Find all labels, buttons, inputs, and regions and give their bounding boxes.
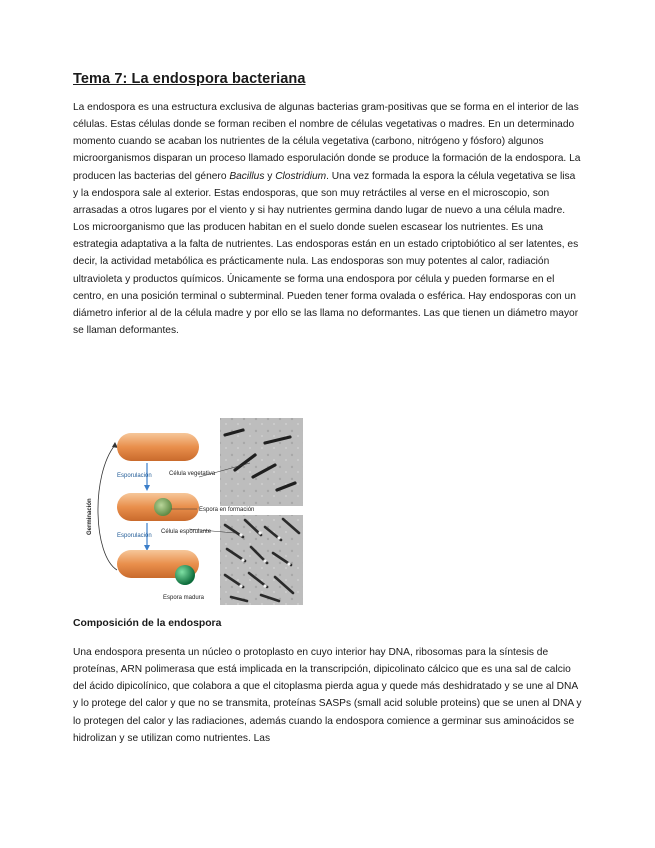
- sporulation-arrowhead-1-icon: [144, 485, 150, 491]
- endospore-diagram: [85, 415, 305, 605]
- genus-name: Clostridium: [275, 170, 327, 182]
- paragraph-text-run: y: [264, 170, 276, 182]
- label-sporulating-cell: Célula esporulante: [161, 529, 212, 535]
- label-forming-spore: Espora en formación: [199, 507, 255, 513]
- section-heading-composition: Composición de la endospora: [73, 618, 222, 629]
- sporulation-label-2: Esporulación: [117, 533, 152, 539]
- composition-paragraph: Una endospora presenta un núcleo o protoplasto en cuyo interior hay DNA, ribosomas para la síntesis de proteínas, ARN polimerasa que está implicada en la transcripción, dipicolinato cálcico que es una sal de calcio del ácido dipicolínico, que colabora a que el citoplasma pierda agua y quede más deshidratado y se une al DNA y lo protege del calor y que no se transmita, proteínas SASPs (small acid soluble proteins) que se unen al DNA y lo protegen del calor y las radiaciones, además cuando la endospora comience a germinar sus aminoácidos se hidrolizan y se utilizan como nutrientes. Las: [73, 647, 582, 744]
- page-title: Tema 7: La endospora bacteriana: [73, 71, 306, 87]
- genus-name: Bacillus: [229, 170, 265, 182]
- micrograph-vegetative: [220, 418, 303, 506]
- mature-spore: [175, 565, 195, 585]
- germination-arrow: [98, 445, 117, 570]
- intro-paragraph: [73, 99, 583, 339]
- sporulation-label-1: Esporulación: [117, 473, 152, 479]
- vegetative-cell: [117, 433, 199, 461]
- label-vegetative-cell: Célula vegetativa: [169, 471, 216, 477]
- endospore-figure: [85, 415, 305, 605]
- forming-spore: [154, 498, 172, 516]
- germination-label: Germinación: [87, 498, 93, 535]
- paragraph-text-run: . Una vez formada la espora la célula vegetativa se lisa y la endospora sale al exterior. Estas endosporas, que son muy retráctiles al verse en el microscopio, son arrasadas a otros lugares por el viento y si hay nutrientes germina dando lugar de nuevo a una célula madre. Los microorganismo que las producen habitan en el suelo donde suelen escasear los nutrientes. Es una estrategia adaptativa a la falta de nutrientes. Las endosporas están en un estado criptobiótico al ser latentes, es decir, la actividad metabólica es prácticamente nula. Las endosporas son muy potentes al calor, radiación ultravioleta y productos químicos. Únicamente se forma una endospora por célula y pueden formarse en el centro, en una posición terminal o subterminal. Pueden tener forma ovalada o esférica. Hay endosporas con un diámetro inferior al de la célula madre y por ello se las llama no deformantes. Las que tienen un diámetro mayor se llaman deformantes.: [73, 170, 579, 337]
- paragraph-text-run: La endospora es una estructura exclusiva de algunas bacterias gram-positivas que se forma en el interior de las células. Estas células donde se forman reciben el nombre de células vegetativas o madres. En un determinado momento cuando se acaban los nutrientes de la célula vegetativa (carbono, nitrógeno y fósforo) algunos microorganismos disparan un proceso llamado esporulación donde se produce la formación de la endospora. La producen las bacterias del género: [73, 102, 581, 182]
- label-mature-spore: Espora madura: [163, 595, 205, 601]
